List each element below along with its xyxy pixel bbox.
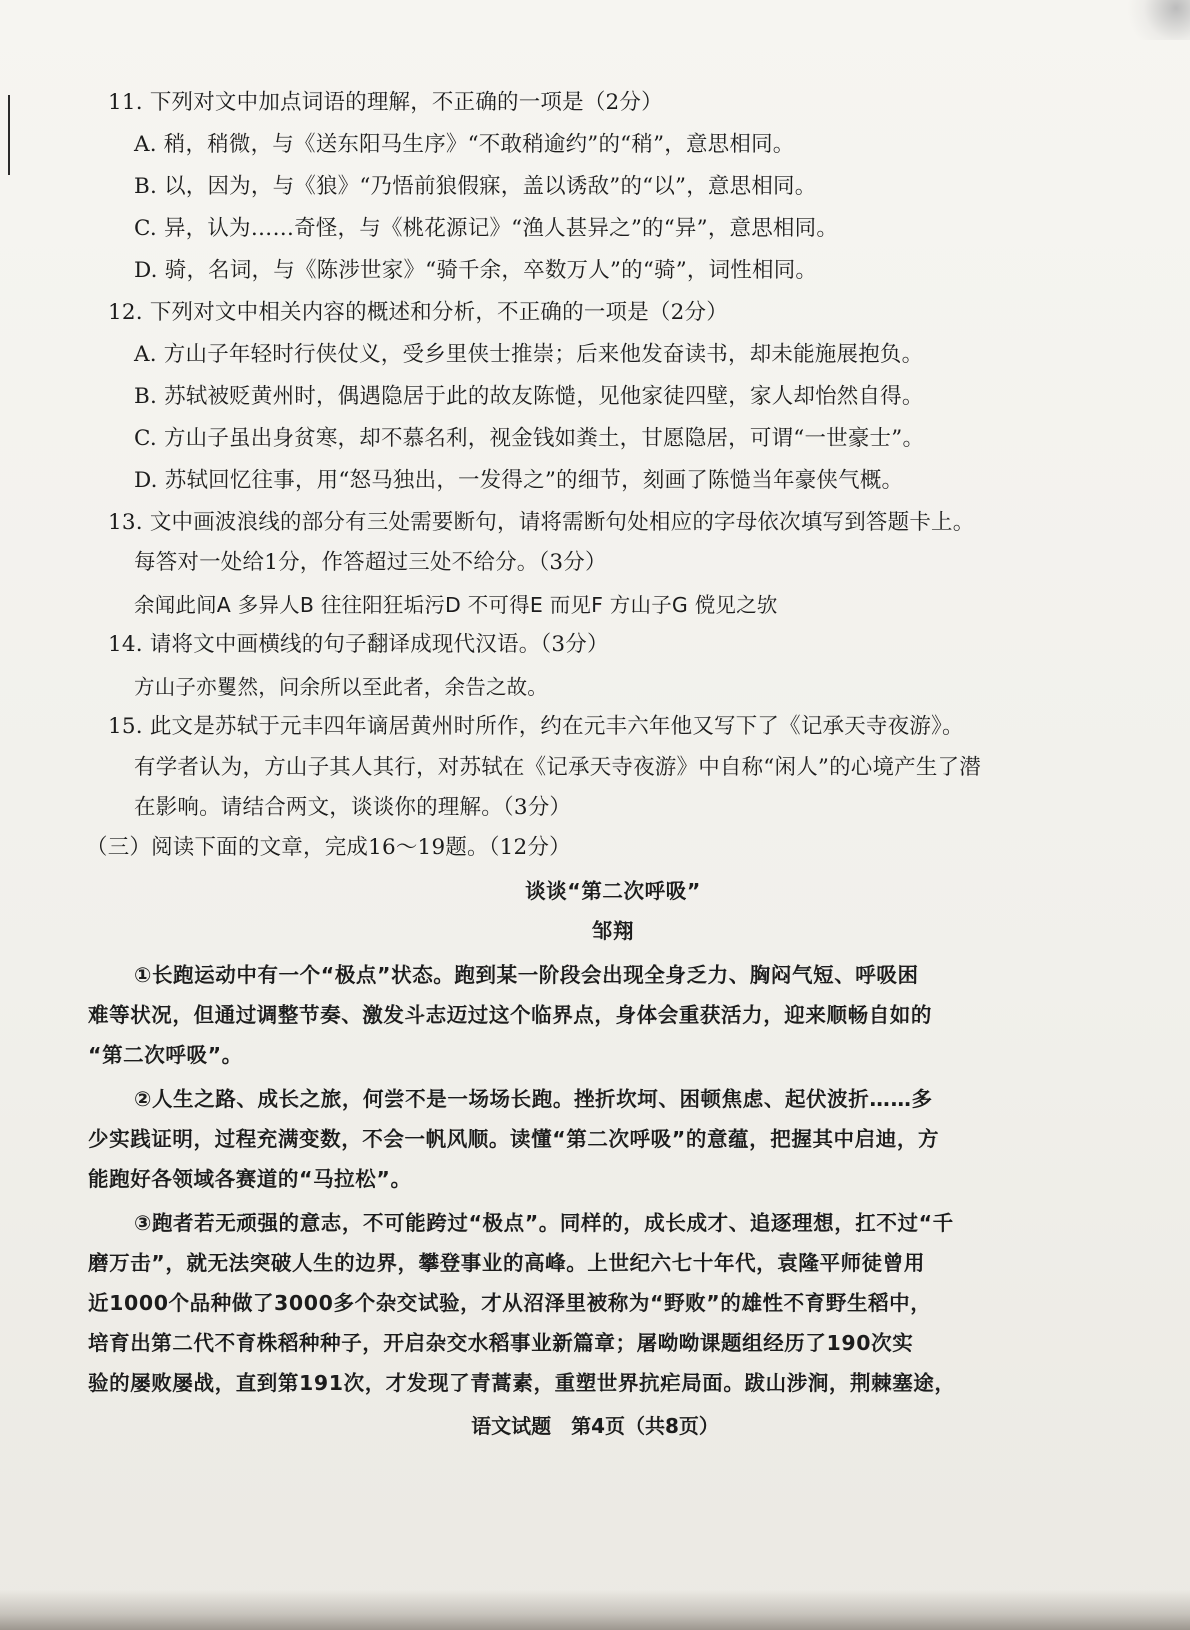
essay-author: 邹翔 [591,919,635,943]
essay-p3-line1: ③跑者若无顽强的意志，不可能跨过“极点”。同样的，成长成才、追逐理想，扛不过“千 [134,1211,954,1235]
q12-option-d: D. 苏轼回忆往事，用“怒马独出，一发得之”的细节，刻画了陈慥当年豪侠气概。 [134,468,904,493]
q11-option-b: B. 以，因为，与《狼》“乃悟前狼假寐，盖以诱敌”的“以”，意思相同。 [134,174,817,199]
essay-p2-line3: 能跑好各领域各赛道的“马拉松”。 [88,1167,412,1191]
q15-stem-line3: 在影响。请结合两文，谈谈你的理解。（3分） [134,795,572,820]
paper-bottom-shadow [0,1590,1190,1630]
essay-p3-line2: 磨万击”，就无法突破人生的边界，攀登事业的高峰。上世纪六七十年代，袁隆平师徒曾用 [88,1251,925,1275]
q11-option-a: A. 稍，稍微，与《送东阳马生序》“不敢稍逾约”的“稍”，意思相同。 [134,132,795,157]
margin-mark [8,95,10,175]
page-footer: 语文试题 第4页（共8页） [471,1414,719,1438]
essay-p3-line4: 培育出第二代不育株稻种种子，开启杂交水稻事业新篇章；屠呦呦课题组经历了190次实 [88,1331,914,1355]
essay-p2-line1: ②人生之路、成长之旅，何尝不是一场场长跑。挫折坎坷、困顿焦虑、起伏波折……多 [134,1087,933,1111]
section3-heading: （三）阅读下面的文章，完成16～19题。（12分） [86,835,571,860]
q13-stem-line2: 每答对一处给1分，作答超过三处不给分。（3分） [134,550,607,575]
essay-title: 谈谈“第二次呼吸” [525,879,701,903]
essay-p1-line3: “第二次呼吸”。 [88,1043,243,1067]
q12-option-a: A. 方山子年轻时行侠仗义，受乡里侠士推崇；后来他发奋读书，却未能施展抱负。 [134,342,924,367]
essay-p3-line5: 验的屡败屡战，直到第191次，才发现了青蒿素，重塑世界抗疟局面。跋山涉涧，荆棘塞途， [88,1371,956,1395]
q14-stem: 14. 请将文中画横线的句子翻译成现代汉语。（3分） [108,632,609,657]
q11-stem: 11. 下列对文中加点词语的理解，不正确的一项是（2分） [108,90,663,115]
q13-stem-line1: 13. 文中画波浪线的部分有三处需要断句，请将需断句处相应的字母依次填写到答题卡上。 [108,510,975,535]
q15-stem-line2: 有学者认为，方山子其人其行，对苏轼在《记承天寺夜游》中自称“闲人”的心境产生了潜 [134,755,981,780]
essay-p1-line1: ①长跑运动中有一个“极点”状态。跑到某一阶段会出现全身乏力、胸闷气短、呼吸困 [134,963,919,987]
q12-stem: 12. 下列对文中相关内容的概述和分析，不正确的一项是（2分） [108,300,728,325]
q12-option-c: C. 方山子虽出身贫寒，却不慕名利，视金钱如粪土，甘愿隐居，可谓“一世豪士”。 [134,426,925,451]
q11-option-d: D. 骑，名词，与《陈涉世家》“骑千余，卒数万人”的“骑”，词性相同。 [134,258,818,283]
essay-p1-line2: 难等状况，但通过调整节奏、激发斗志迈过这个临界点，身体会重获活力，迎来顺畅自如的 [88,1003,932,1027]
q15-stem-line1: 15. 此文是苏轼于元丰四年谪居黄州时所作，约在元丰六年他又写下了《记承天寺夜游》。 [108,714,964,739]
essay-p2-line2: 少实践证明，过程充满变数，不会一帆风顺。读懂“第二次呼吸”的意蕴，把握其中启迪，方 [88,1127,940,1151]
paper-smudge [1120,0,1190,40]
essay-p3-line3: 近1000个品种做了3000多个杂交试验，才从沼泽里被称为“野败”的雄性不育野生稻中， [88,1291,932,1315]
q12-option-b: B. 苏轼被贬黄州时，偶遇隐居于此的故友陈慥，见他家徒四壁，家人却怡然自得。 [134,384,924,409]
q11-option-c: C. 异，认为……奇怪，与《桃花源记》“渔人甚异之”的“异”，意思相同。 [134,216,839,241]
q13-passage: 余闻此间A 多异人B 往往阳狂垢污D 不可得E 而见F 方山子G 傥见之欤 [134,593,778,617]
q14-sentence: 方山子亦矍然，问余所以至此者，余告之故。 [134,675,548,699]
